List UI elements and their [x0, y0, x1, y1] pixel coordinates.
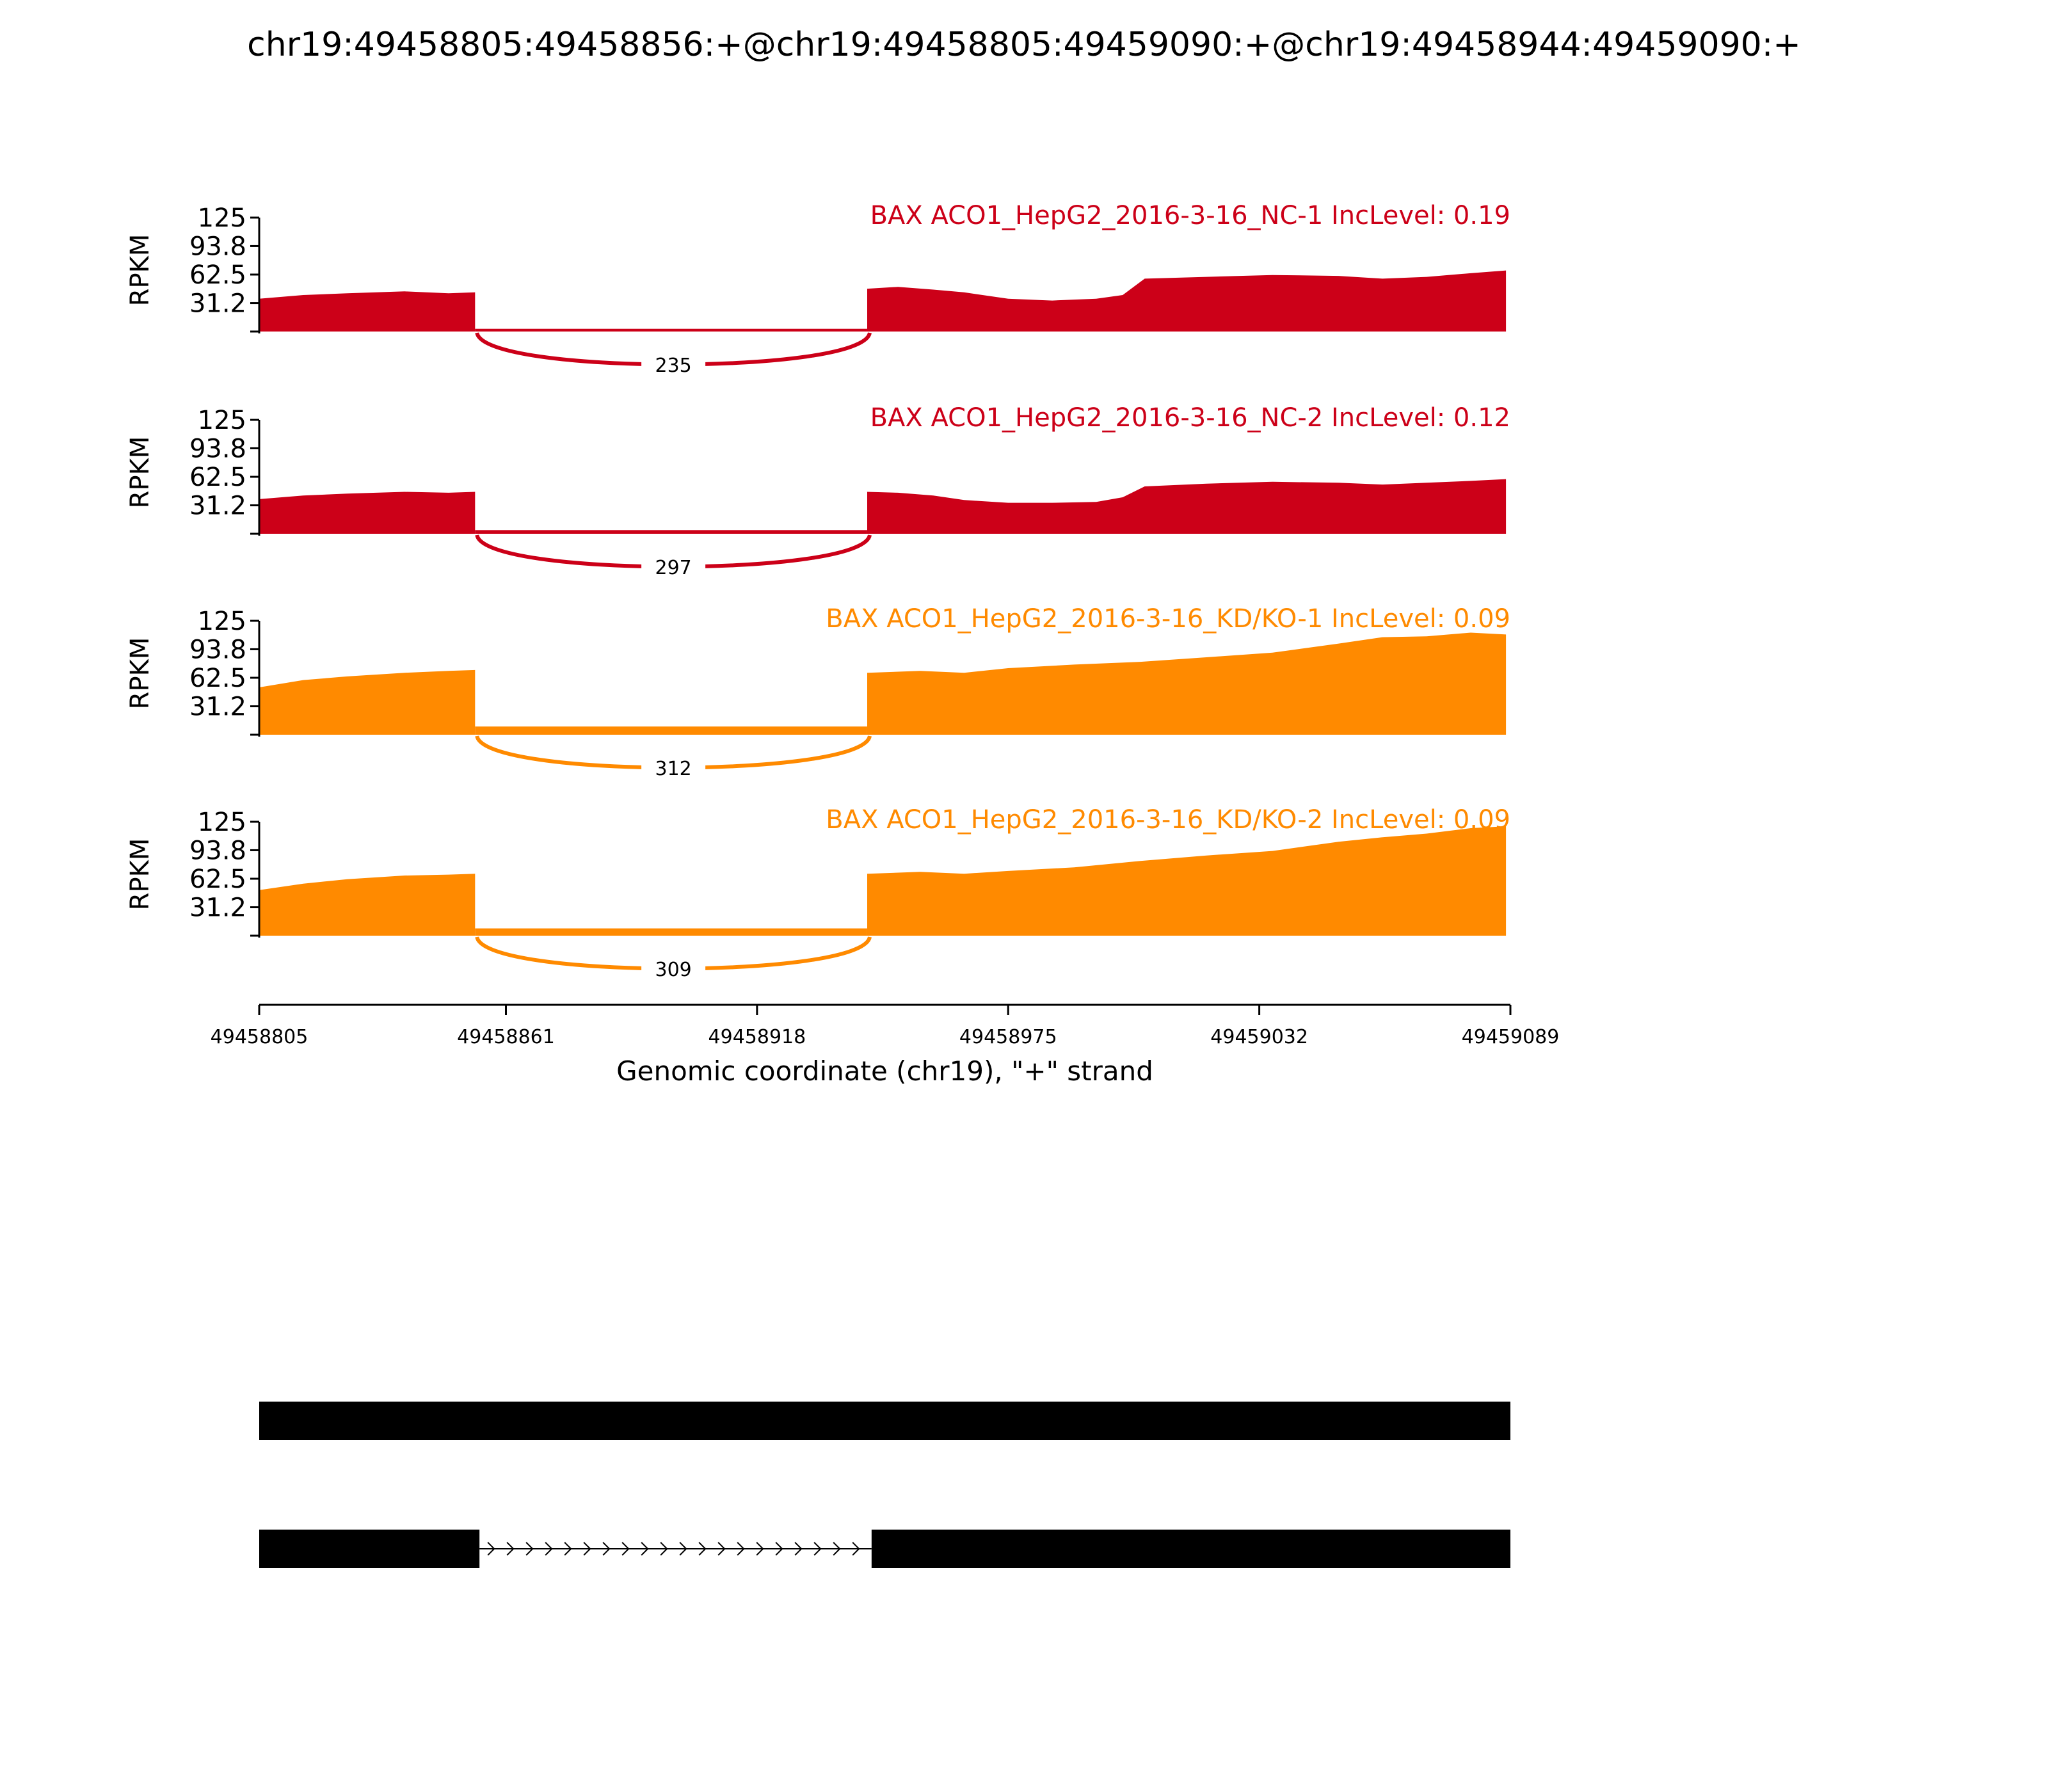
x-tick-label: 49459032 [1210, 1026, 1308, 1048]
coverage-track-3 [125, 604, 1510, 780]
y-axis-label: RPKM [125, 234, 155, 307]
track-label: BAX ACO1_HepG2_2016-3-16_KD/KO-1 IncLevel: 0.09 [826, 604, 1510, 634]
x-tick-label: 49458918 [708, 1026, 806, 1048]
y-axis-label: RPKM [125, 838, 155, 911]
y-tick-label: 31.2 [189, 491, 246, 521]
y-tick-label: 125 [197, 808, 246, 837]
y-tick-label: 125 [197, 607, 246, 636]
y-tick-label: 62.5 [189, 865, 246, 894]
coverage-track-2 [125, 403, 1510, 579]
junction-count: 235 [655, 355, 692, 377]
y-tick-label: 125 [197, 204, 246, 233]
exon1-coverage [259, 670, 475, 735]
x-axis [211, 1005, 1560, 1087]
y-tick-label: 31.2 [189, 893, 246, 923]
exon-block [259, 1530, 479, 1568]
exon2-coverage [867, 479, 1506, 534]
y-tick-label: 93.8 [189, 635, 246, 665]
gene-model-1 [259, 1402, 1510, 1440]
page-title: chr19:49458805:49458856:+@chr19:49458805:49459090:+@chr19:49458944:49459090:+ [247, 26, 1801, 64]
exon1-coverage [259, 492, 475, 534]
y-axis-label: RPKM [125, 436, 155, 509]
junction-count: 309 [655, 959, 692, 981]
gene-model-2 [259, 1530, 1510, 1568]
exon2-coverage [867, 633, 1506, 735]
y-axis-label: RPKM [125, 637, 155, 710]
x-tick-label: 49458861 [457, 1026, 555, 1048]
y-tick-label: 125 [197, 406, 246, 435]
y-tick-label: 93.8 [189, 836, 246, 866]
intron-coverage [475, 726, 867, 735]
junction-count: 312 [655, 758, 692, 780]
track-label: BAX ACO1_HepG2_2016-3-16_KD/KO-2 IncLevel: 0.09 [826, 805, 1510, 835]
y-tick-label: 31.2 [189, 692, 246, 722]
exon-block [872, 1530, 1510, 1568]
exon1-coverage [259, 291, 475, 332]
track-label: BAX ACO1_HepG2_2016-3-16_NC-2 IncLevel: 0.12 [870, 403, 1510, 433]
coverage-track-1 [125, 201, 1510, 377]
exon1-coverage [259, 874, 475, 936]
x-axis-label: Genomic coordinate (chr19), "+" strand [616, 1055, 1153, 1087]
y-tick-label: 62.5 [189, 664, 246, 693]
x-tick-label: 49458975 [959, 1026, 1057, 1048]
junction-count: 297 [655, 557, 692, 579]
intron-coverage [475, 929, 867, 936]
y-tick-label: 93.8 [189, 232, 246, 262]
y-tick-label: 93.8 [189, 434, 246, 464]
exon2-coverage [867, 271, 1506, 332]
tracks-layer [125, 201, 1510, 981]
intron-coverage [475, 530, 867, 534]
exon-block [259, 1402, 1510, 1440]
track-label: BAX ACO1_HepG2_2016-3-16_NC-1 IncLevel: 0.19 [870, 201, 1510, 230]
x-tick-label: 49459089 [1461, 1026, 1560, 1048]
exon2-coverage [867, 826, 1506, 936]
x-tick-label: 49458805 [210, 1026, 308, 1048]
gene-model-panel [259, 1402, 1510, 1568]
coverage-track-4 [125, 805, 1510, 981]
y-tick-label: 62.5 [189, 260, 246, 290]
y-tick-label: 31.2 [189, 289, 246, 319]
y-tick-label: 62.5 [189, 463, 246, 492]
intron-coverage [475, 329, 867, 332]
